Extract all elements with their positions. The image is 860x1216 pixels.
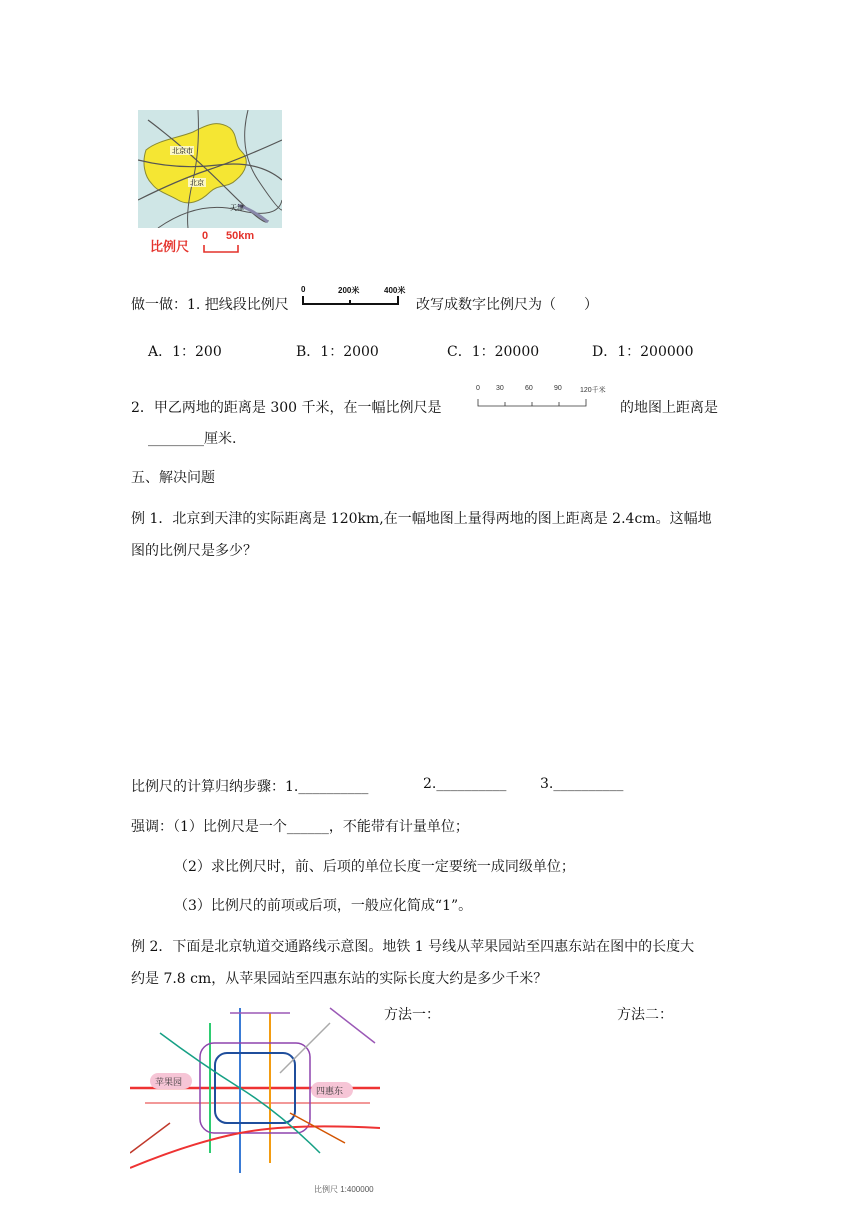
method1-label: 方法一： bbox=[384, 1007, 440, 1023]
q2-scale-bar bbox=[476, 397, 591, 409]
q2-tick-90: 90 bbox=[554, 385, 562, 392]
metro-label-sihuidong: 四惠东 bbox=[316, 1087, 344, 1097]
map-scale-bar bbox=[202, 244, 242, 254]
steps-3: 3.__________ bbox=[540, 776, 624, 792]
example2-line2: 约是 7.8 cm，从苹果园站至四惠东站的实际长度大约是多少千米？ bbox=[131, 971, 548, 987]
metro-map-graphic bbox=[130, 1003, 380, 1178]
q2-line2: ________厘米. bbox=[148, 431, 237, 447]
q1-tick-200: 200米 bbox=[338, 286, 360, 295]
example2-line1: 例 2．下面是北京轨道交通路线示意图。地铁 1 号线从苹果园站至四惠东站在图中的长度大 bbox=[131, 939, 695, 955]
map-scale-value: 50km bbox=[226, 230, 255, 242]
method2-label: 方法二： bbox=[617, 1007, 673, 1023]
metro-scale-label: 比例尺 1:400000 bbox=[314, 1185, 374, 1194]
q2-tick-30: 30 bbox=[496, 385, 504, 392]
example1-line2: 图的比例尺是多少？ bbox=[131, 543, 257, 559]
q2-suffix: 的地图上距离是 bbox=[620, 400, 718, 416]
q1-tick-0: 0 bbox=[301, 285, 306, 294]
q1-option-b: B．1：2000 bbox=[296, 344, 379, 360]
map-label-tianjin: 天津 bbox=[230, 204, 244, 212]
q2-prefix: 2．甲乙两地的距离是 300 千米，在一幅比例尺是 bbox=[131, 400, 442, 416]
q1-option-d: D．1：200000 bbox=[592, 344, 694, 360]
q2-tick-0: 0 bbox=[476, 385, 480, 392]
q1-option-c: C．1：20000 bbox=[447, 344, 540, 360]
steps-label: 比例尺的计算归纳步骤：1.__________ bbox=[131, 779, 369, 795]
steps-2: 2.__________ bbox=[423, 776, 507, 792]
map-scale-label: 比例尺 bbox=[150, 239, 190, 254]
q1-prefix: 做一做：1. 把线段比例尺 bbox=[131, 297, 289, 313]
q1-tick-400: 400米 bbox=[384, 286, 406, 295]
q1-option-a: A．1：200 bbox=[148, 344, 222, 360]
q1-suffix: 改写成数字比例尺为（ ） bbox=[416, 297, 598, 313]
example1-line1: 例 1．北京到天津的实际距离是 120km,在一幅地图上量得两地的图上距离是 2.4cm。这幅地 bbox=[131, 511, 712, 527]
emphasis-3: （3）比例尺的前项或后项，一般应化简成“1”。 bbox=[174, 898, 473, 914]
map-scale-zero: 0 bbox=[202, 230, 209, 242]
emphasis-1: 强调：（1）比例尺是一个______，不能带有计量单位； bbox=[131, 819, 469, 835]
metro-label-pingguoyuan: 苹果园 bbox=[155, 1078, 183, 1088]
map-label-beijing-city: 北京市 bbox=[172, 147, 193, 155]
map-label-beijing: 北京 bbox=[190, 179, 204, 187]
section-heading: 五、解决问题 bbox=[131, 470, 215, 486]
beijing-map bbox=[138, 110, 282, 228]
q2-tick-60: 60 bbox=[525, 385, 533, 392]
metro-map bbox=[130, 1003, 380, 1178]
q2-tick-120: 120千米 bbox=[580, 387, 606, 394]
q1-scale-bar bbox=[302, 294, 402, 306]
emphasis-2: （2）求比例尺时，前、后项的单位长度一定要统一成同级单位； bbox=[174, 859, 575, 875]
beijing-map-graphic bbox=[138, 110, 282, 228]
